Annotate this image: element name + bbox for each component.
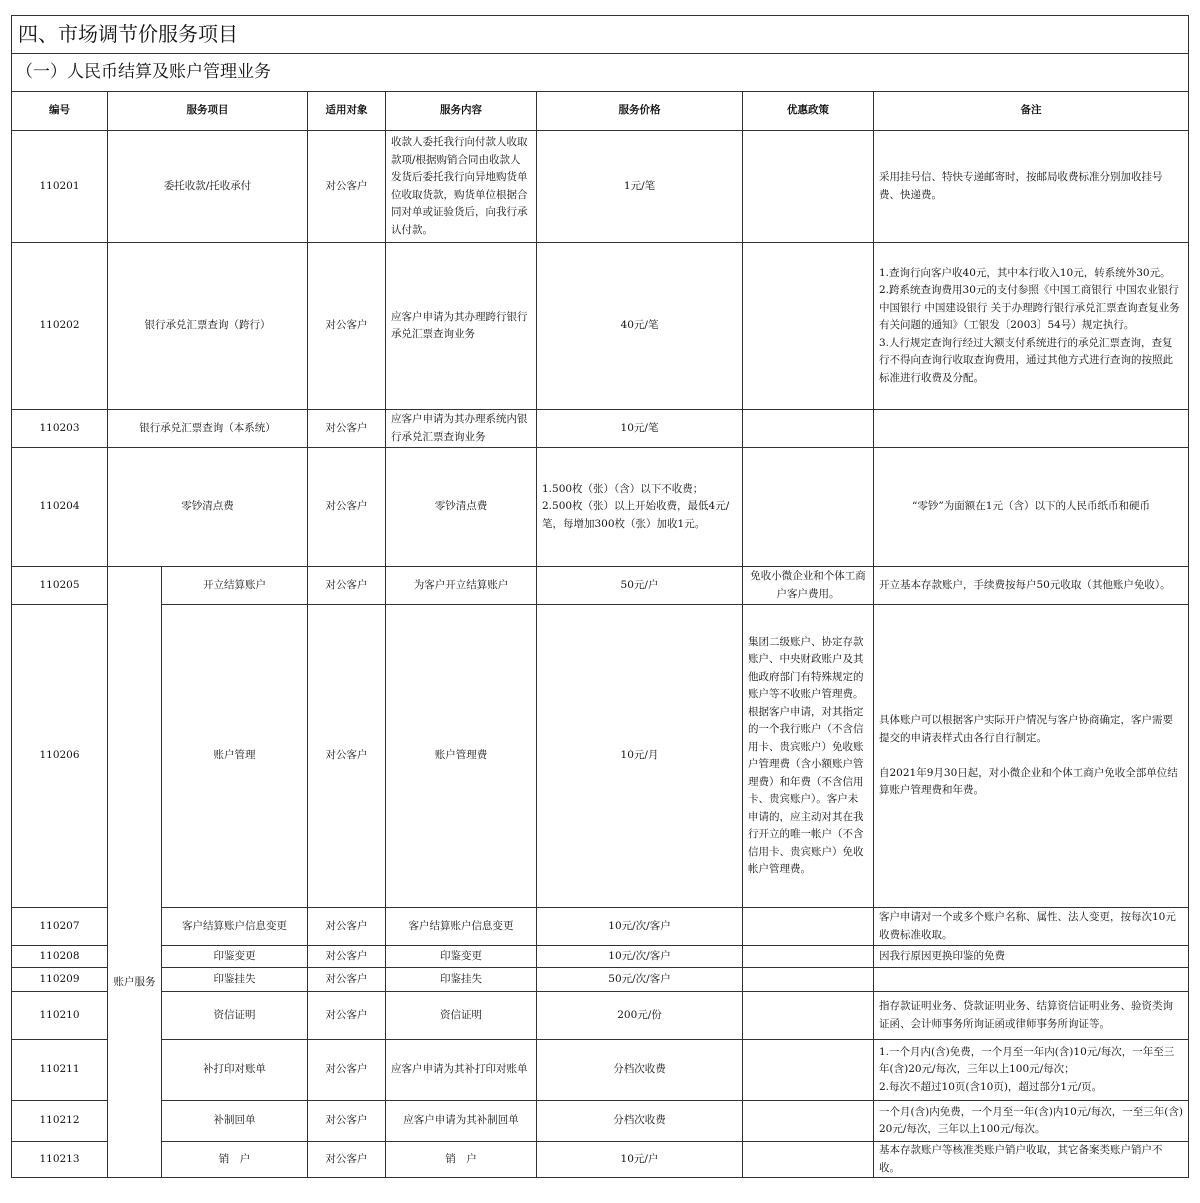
cell-code: 110204 — [12, 448, 108, 567]
cell-content: 印鉴挂失 — [386, 968, 537, 992]
cell-note — [874, 968, 1189, 992]
table-row — [12, 605, 1189, 908]
cell-policy — [743, 968, 874, 992]
cell-price: 1元/笔 — [537, 131, 743, 243]
cell-price: 10元/户 — [537, 1142, 743, 1178]
cell-note: 因我行原因更换印鉴的免费 — [874, 946, 1189, 968]
table-row — [12, 448, 1189, 567]
cell-price: 分档次收费 — [537, 1040, 743, 1101]
cell-code: 110213 — [12, 1142, 108, 1178]
cell-policy — [743, 131, 874, 243]
cell-note: 具体账户可以根据客户实际开户情况与客户协商确定，客户需要提交的申请表样式由各行自行制定。 自2021年9月30日起，对小微企业和个体工商户免收全部单位结算账户管理费和年费。 — [874, 605, 1189, 908]
header-policy: 优惠政策 — [743, 92, 874, 131]
cell-content: 为客户开立结算账户 — [386, 567, 537, 605]
cell-content: 应客户申请为其补打印对账单 — [386, 1040, 537, 1101]
cell-policy — [743, 946, 874, 968]
cell-target: 对公客户 — [308, 908, 386, 946]
table-row — [12, 968, 1189, 992]
cell-target: 对公客户 — [308, 410, 386, 448]
cell-price: 10元/笔 — [537, 410, 743, 448]
cell-item: 账户管理 — [162, 605, 308, 908]
cell-price: 10元/次/客户 — [537, 946, 743, 968]
header-code: 编号 — [12, 92, 108, 131]
cell-note: 1.一个月内(含)免费，一个月至一年内(含)10元/每次，一年至三年(含)20元/每次，三年以上100元/每次； 2.每次不超过10页(含10页)，超过部分1元/页。 — [874, 1040, 1189, 1101]
section-title: 四、市场调节价服务项目 — [12, 16, 1189, 54]
cell-code: 110206 — [12, 605, 108, 908]
cell-price: 1.500枚（张）（含）以下不收费； 2.500枚（张）以上开始收费，最低4元/笔，每增加300枚（张）加收1元。 — [537, 448, 743, 567]
header-content: 服务内容 — [386, 92, 537, 131]
cell-price: 10元/次/客户 — [537, 908, 743, 946]
cell-target: 对公客户 — [308, 968, 386, 992]
cell-item: 销 户 — [162, 1142, 308, 1178]
cell-policy — [743, 992, 874, 1040]
cell-content: 印鉴变更 — [386, 946, 537, 968]
cell-item: 印鉴变更 — [162, 946, 308, 968]
cell-target: 对公客户 — [308, 131, 386, 243]
cell-content: 销 户 — [386, 1142, 537, 1178]
cell-note: 1.查询行向客户收40元，其中本行收入10元，转系统外30元。 2.跨系统查询费用30元的支付参照《中国工商银行 中国农业银行 中国银行 中国建设银行 关于办理跨行银行承兑汇票查询查复业务有关问题的通知》（工银发〔2003〕54号）规定执行。 3.人行规定查询行经过大额支付系统进行的承兑汇票查询，查复行不得向查询行收取查询费用，通过其他方式进行查询的按照此标准进行收费及分配。 — [874, 243, 1189, 410]
cell-policy: 集团二级账户、协定存款账户、中央财政账户及其他政府部门有特殊规定的账户等不收账户管理费。 根据客户申请，对其指定的一个我行账户（不含信用卡、贵宾账户）免收账户管理费（含小额账户管理费）和年费（不含信用卡、贵宾账户）。客户未申请的，应主动对其在我行开立的唯一帐户（不含信用卡、贵宾账户）免收帐户管理费。 — [743, 605, 874, 908]
cell-target: 对公客户 — [308, 1101, 386, 1142]
cell-item: 开立结算账户 — [162, 567, 308, 605]
cell-item: 零钞清点费 — [108, 448, 308, 567]
cell-content: 应客户申请为其补制回单 — [386, 1101, 537, 1142]
cell-item: 委托收款/托收承付 — [108, 131, 308, 243]
table-row — [12, 1040, 1189, 1101]
cell-content: 资信证明 — [386, 992, 537, 1040]
table-row — [12, 243, 1189, 410]
cell-item: 印鉴挂失 — [162, 968, 308, 992]
table-row — [12, 908, 1189, 946]
cell-target: 对公客户 — [308, 946, 386, 968]
cell-code: 110210 — [12, 992, 108, 1040]
cell-content: 应客户申请为其办理系统内银行承兑汇票查询业务 — [386, 410, 537, 448]
cell-code: 110207 — [12, 908, 108, 946]
cell-note: 一个月(含)内免费，一个月至一年(含)内10元/每次，一至三年(含)20元/每次，三年以上100元/每次。 — [874, 1101, 1189, 1142]
cell-note: 采用挂号信、特快专递邮寄时，按邮局收费标准分别加收挂号费、快递费。 — [874, 131, 1189, 243]
cell-target: 对公客户 — [308, 448, 386, 567]
cell-code: 110208 — [12, 946, 108, 968]
column-header-row — [12, 92, 1189, 131]
cell-target: 对公客户 — [308, 1142, 386, 1178]
cell-item: 银行承兑汇票查询（本系统） — [108, 410, 308, 448]
cell-note — [874, 410, 1189, 448]
cell-target: 对公客户 — [308, 605, 386, 908]
cell-policy — [743, 1040, 874, 1101]
cell-policy — [743, 448, 874, 567]
table-row — [12, 946, 1189, 968]
cell-content: 客户结算账户信息变更 — [386, 908, 537, 946]
cell-code: 110205 — [12, 567, 108, 605]
cell-policy — [743, 1101, 874, 1142]
cell-policy: 免收小微企业和个体工商户客户费用。 — [743, 567, 874, 605]
cell-target: 对公客户 — [308, 992, 386, 1040]
cell-content: 应客户申请为其办理跨行银行承兑汇票查询业务 — [386, 243, 537, 410]
cell-policy — [743, 1142, 874, 1178]
cell-price: 200元/份 — [537, 992, 743, 1040]
cell-code: 110211 — [12, 1040, 108, 1101]
cell-price: 50元/次/客户 — [537, 968, 743, 992]
cell-code: 110203 — [12, 410, 108, 448]
cell-item: 资信证明 — [162, 992, 308, 1040]
account-service-group — [108, 567, 162, 1178]
cell-item: 客户结算账户信息变更 — [162, 908, 308, 946]
table-row — [12, 131, 1189, 243]
header-item: 服务项目 — [108, 92, 308, 131]
table-row — [12, 1101, 1189, 1142]
cell-price: 40元/笔 — [537, 243, 743, 410]
header-note: 备注 — [874, 92, 1189, 131]
cell-content: 账户管理费 — [386, 605, 537, 908]
cell-price: 10元/月 — [537, 605, 743, 908]
cell-policy — [743, 243, 874, 410]
fee-table — [11, 15, 1189, 1178]
cell-code: 110212 — [12, 1101, 108, 1142]
cell-item: 银行承兑汇票查询（跨行） — [108, 243, 308, 410]
cell-item: 补打印对账单 — [162, 1040, 308, 1101]
cell-policy — [743, 410, 874, 448]
header-price: 服务价格 — [537, 92, 743, 131]
table-row — [12, 567, 1189, 605]
cell-policy — [743, 908, 874, 946]
cell-price: 50元/户 — [537, 567, 743, 605]
account-service-label: 账户服务 — [113, 976, 156, 988]
cell-note: 客户申请对一个或多个账户名称、属性、法人变更，按每次10元收费标准收取。 — [874, 908, 1189, 946]
cell-target: 对公客户 — [308, 567, 386, 605]
cell-code: 110202 — [12, 243, 108, 410]
cell-note: “零钞”为面额在1元（含）以下的人民币纸币和硬币 — [874, 448, 1189, 567]
cell-note: 基本存款账户等核准类账户销户收取，其它备案类账户销户不收。 — [874, 1142, 1189, 1178]
cell-note: 指存款证明业务、贷款证明业务、结算资信证明业务、验资类询证函、会计师事务所询证函或律师事务所询证等。 — [874, 992, 1189, 1040]
table-row — [12, 1142, 1189, 1178]
table-row — [12, 992, 1189, 1040]
cell-content: 零钞清点费 — [386, 448, 537, 567]
cell-price: 分档次收费 — [537, 1101, 743, 1142]
cell-content: 收款人委托我行向付款人收取款项/根据购销合同由收款人发货后委托我行向异地购货单位收取货款，购货单位根据合同对单或证验货后，向我行承认付款。 — [386, 131, 537, 243]
table-row — [12, 410, 1189, 448]
header-target: 适用对象 — [308, 92, 386, 131]
cell-code: 110209 — [12, 968, 108, 992]
cell-note: 开立基本存款账户，手续费按每户50元收取（其他账户免收）。 — [874, 567, 1189, 605]
cell-target: 对公客户 — [308, 1040, 386, 1101]
subsection-title: （一）人民币结算及账户管理业务 — [12, 54, 1189, 92]
cell-item: 补制回单 — [162, 1101, 308, 1142]
cell-code: 110201 — [12, 131, 108, 243]
cell-target: 对公客户 — [308, 243, 386, 410]
